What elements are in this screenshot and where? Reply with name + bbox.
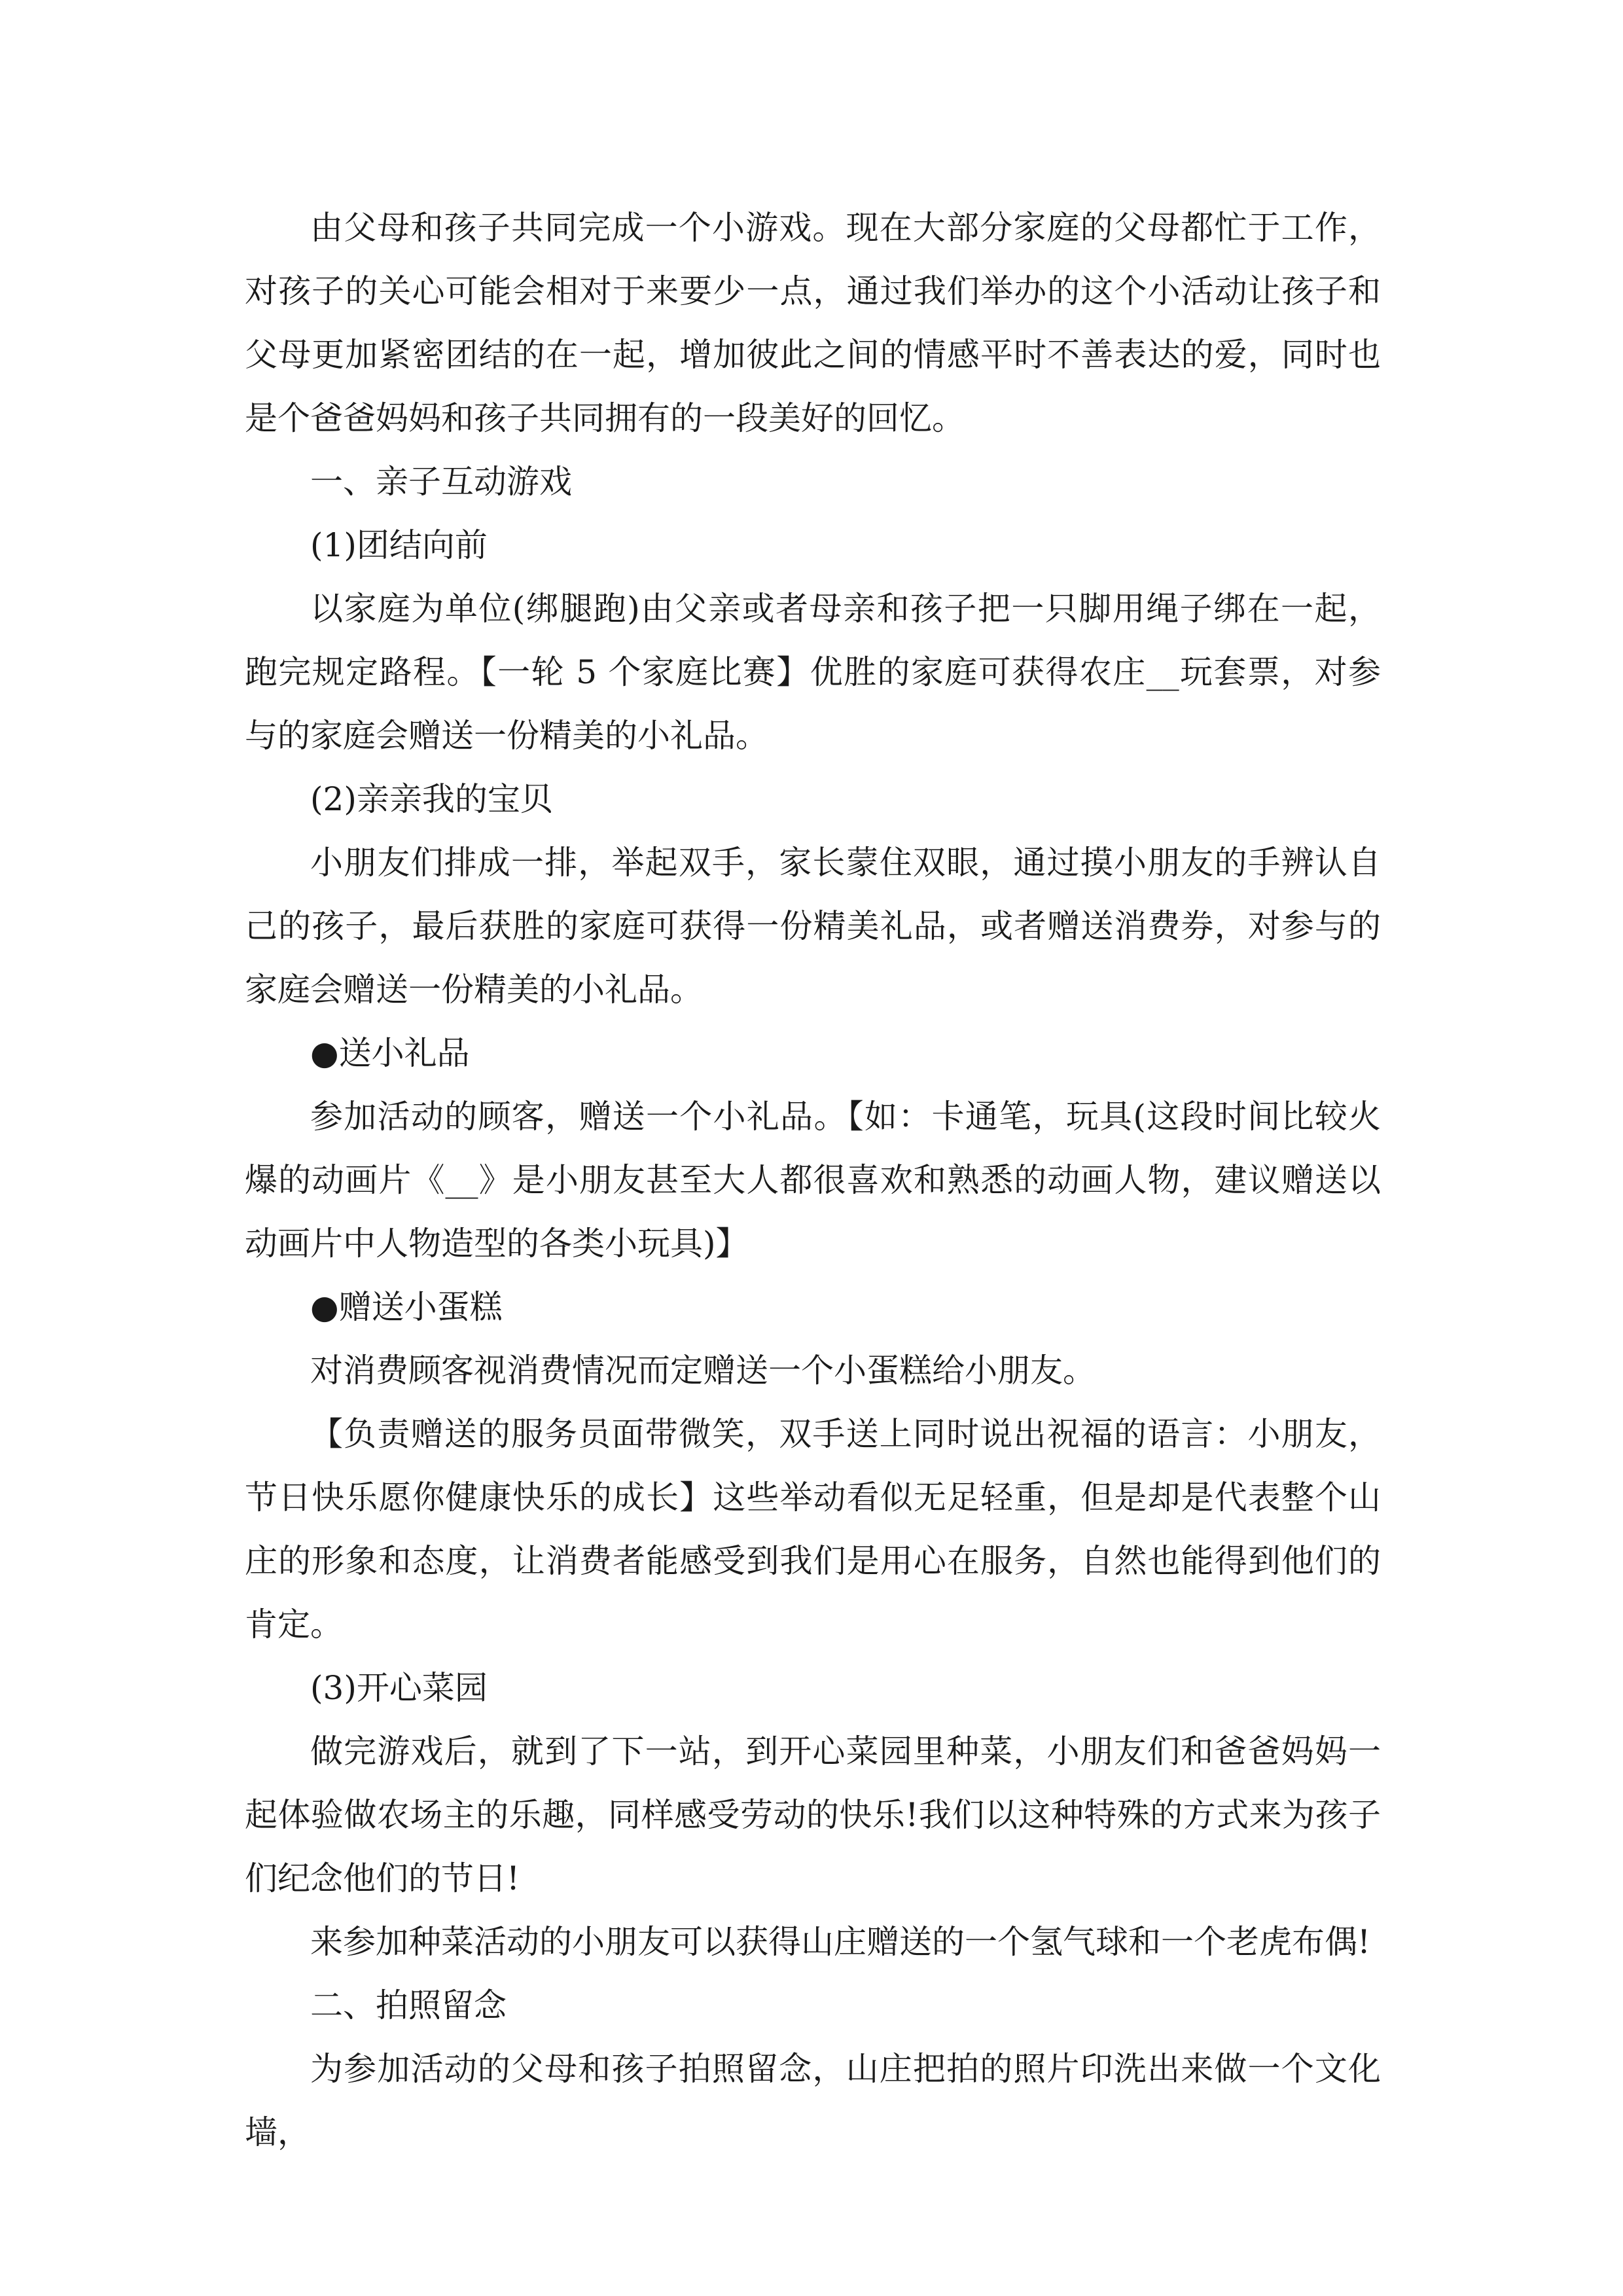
paragraph-intro: 由父母和孩子共同完成一个小游戏。现在大部分家庭的父母都忙于工作，对孩子的关心可能会相对于来要少一点，通过我们举办的这个小活动让孩子和父母更加紧密团结的在一起，增加彼此之间的情感平时不善表达的爱，同时也是个爸爸妈妈和孩子共同拥有的一段美好的回忆。	[245, 209, 1381, 437]
paragraph-planting-reward: 来参加种菜活动的小朋友可以获得山庄赠送的一个氢气球和一个老虎布偶!	[310, 1923, 1371, 1961]
paragraph-cake-gift: 对消费顾客视消费情况而定赠送一个小蛋糕给小朋友。	[310, 1352, 1096, 1390]
subheading-happy-garden: (3)开心菜园	[310, 1669, 488, 1707]
paragraph-identify-child: 小朋友们排成一排，举起双手，家长蒙住双眼，通过摸小朋友的手辨认自己的孩子，最后获胜的家庭可获得一份精美礼品，或者赠送消费券，对参与的家庭会赠送一份精美的小礼品。	[245, 844, 1381, 1009]
document-body	[245, 196, 1381, 2164]
bullet-small-cake: ●赠送小蛋糕	[310, 1288, 503, 1326]
paragraph-gift-details: 参加活动的顾客，赠送一个小礼品。【如：卡通笔，玩具(这段时间比较火爆的动画片《__》是小朋友甚至大人都很喜欢和熟悉的动画人物，建议赠送以动画片中人物造型的各类小玩具)】	[245, 1098, 1381, 1263]
paragraph-photo-wall: 为参加活动的父母和孩子拍照留念，山庄把拍的照片印洗出来做一个文化墙，	[245, 2050, 1381, 2151]
paragraph-three-legged-race: 以家庭为单位(绑腿跑)由父亲或者母亲和孩子把一只脚用绳子绑在一起，跑完规定路程。【一轮 5 个家庭比赛】优胜的家庭可获得农庄__玩套票，对参与的家庭会赠送一份精美的小礼品。	[245, 590, 1381, 755]
section-heading-parent-child-games: 一、亲子互动游戏	[310, 463, 572, 501]
subheading-unity-forward: (1)团结向前	[310, 526, 488, 564]
paragraph-vegetable-planting: 做完游戏后，就到了下一站，到开心菜园里种菜，小朋友们和爸爸妈妈一起体验做农场主的乐趣，同样感受劳动的快乐!我们以这种特殊的方式来为孩子们纪念他们的节日!	[245, 1732, 1381, 1897]
section-heading-photos: 二、拍照留念	[310, 1986, 507, 2024]
subheading-kiss-my-baby: (2)亲亲我的宝贝	[310, 780, 553, 818]
bullet-small-gifts: ●送小礼品	[310, 1034, 470, 1072]
paragraph-service-greeting: 【负责赠送的服务员面带微笑，双手送上同时说出祝福的语言：小朋友，节日快乐愿你健康快乐的成长】这些举动看似无足轻重，但是却是代表整个山庄的形象和态度，让消费者能感受到我们是用心在服务，自然也能得到他们的肯定。	[245, 1415, 1381, 1643]
